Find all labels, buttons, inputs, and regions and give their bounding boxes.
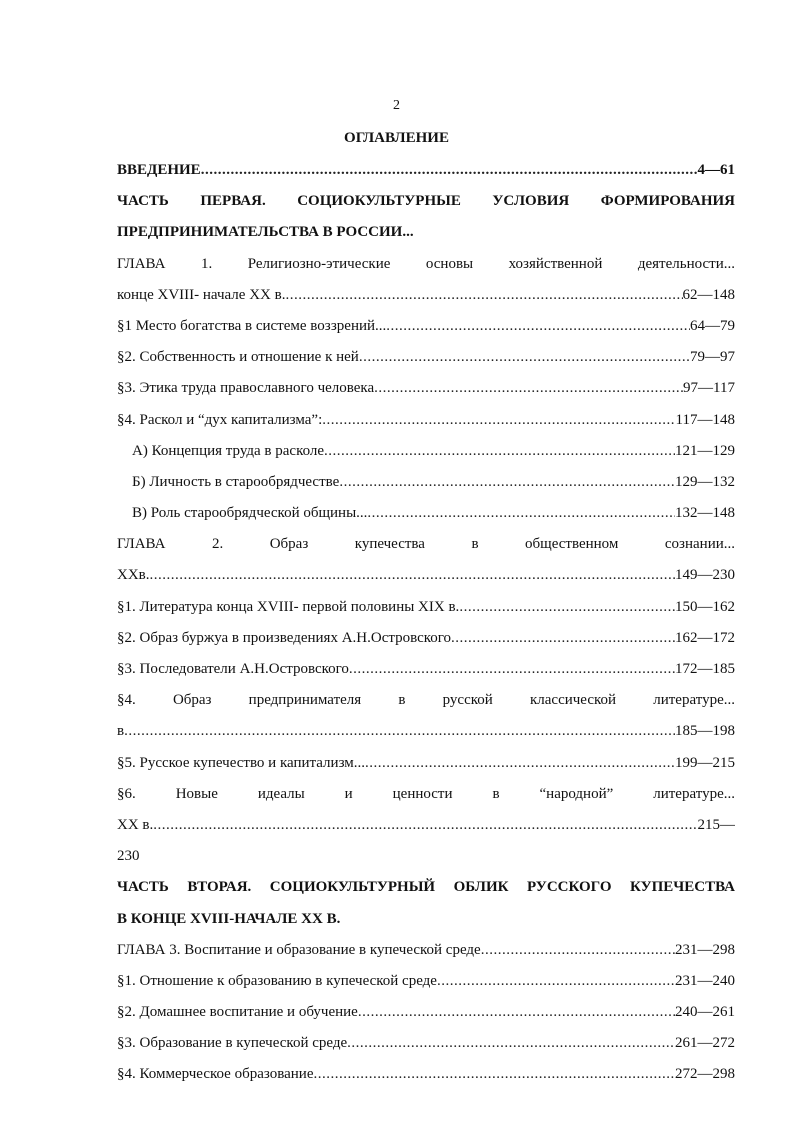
toc-page-range: 272—298 [675, 1066, 735, 1083]
toc-page-range: 62—148 [682, 286, 735, 303]
toc-entry-title: XXв. [117, 567, 150, 584]
toc-entry [117, 935, 735, 966]
toc-entry-line: 230 [117, 848, 140, 865]
toc-entry-title: XX в. [117, 816, 154, 833]
toc-leader-dots [322, 405, 675, 436]
toc-entry-title: §2. Домашнее воспитание и обучение [117, 1004, 358, 1021]
toc-page-range: 149—230 [675, 567, 735, 584]
toc-entry-title: Б) Личность в старообрядчестве [132, 473, 340, 490]
toc-part-heading: В КОНЦЕ XVIII-НАЧАЛЕ XX В. [117, 910, 341, 927]
toc-page-range: 231—298 [675, 941, 735, 958]
toc-page-range: 132—148 [675, 505, 735, 522]
toc-entry-title: §4. Коммерческое образование [117, 1066, 314, 1083]
toc-entry [117, 810, 735, 841]
toc-entry [117, 654, 735, 685]
toc-leader-dots [347, 1028, 675, 1059]
toc-part-heading: ПРЕДПРИНИМАТЕЛЬСТВА В РОССИИ... [117, 224, 414, 241]
toc-page-range: 215— [697, 816, 735, 833]
toc-entry-title: §1 Место богатства в системе воззрений... [117, 317, 387, 334]
toc-page-range: 172—185 [675, 661, 735, 677]
toc-page-range: 4—61 [697, 162, 735, 178]
toc-entry-title: §3. Последователи А.Н.Островского [117, 661, 349, 677]
toc-entry-line: ГЛАВА 2. Образ купечества в общественном сознании... [117, 536, 735, 553]
toc-leader-dots [124, 716, 675, 747]
toc-leader-dots [386, 311, 690, 342]
toc-entry [117, 342, 735, 373]
toc-page-range: 162—172 [675, 629, 735, 646]
toc-leader-dots [201, 155, 698, 186]
toc-page-range: 117—148 [675, 411, 735, 428]
toc-entry-title: §2. Собственность и отношение к ней [117, 349, 359, 366]
toc-leader-dots [153, 810, 697, 841]
toc-entry [117, 405, 735, 436]
toc-entry-title: §3. Этика труда православного человека [117, 380, 375, 397]
toc-entry-title: §1. Литература конца XVIII- первой половины XIX в. [117, 598, 460, 615]
toc-entry [117, 498, 735, 529]
toc-entry-title: в [117, 723, 125, 740]
toc-entry-title: ГЛАВА 3. Воспитание и образование в купеческой среде [117, 941, 481, 958]
toc-entry [117, 1059, 735, 1090]
toc-leader-dots [358, 997, 675, 1028]
toc-entry-title: §2. Образ буржуа в произведениях А.Н.Островского [117, 629, 452, 646]
toc-leader-dots [481, 935, 675, 966]
page-number: 2 [393, 98, 400, 113]
page-title: ОГЛАВЛЕНИЕ [344, 130, 449, 146]
table-of-contents [117, 155, 735, 1091]
toc-part-heading: ЧАСТЬ ВТОРАЯ. СОЦИОКУЛЬТУРНЫЙ ОБЛИК РУССКОГО КУПЕЧЕСТВА [117, 879, 735, 896]
toc-entry [117, 1028, 735, 1059]
toc-entry [117, 311, 735, 342]
toc-entry [117, 623, 735, 654]
toc-entry-line: ГЛАВА 1. Религиозно-этические основы хозяйственной деятельности... [117, 255, 735, 272]
toc-entry-title: конце XVIII- начале XX в. [117, 286, 286, 303]
toc-leader-dots [437, 966, 675, 997]
toc-entry-title: §1. Отношение к образованию в купеческой среде [117, 972, 437, 989]
toc-entry [117, 280, 735, 311]
toc-page-range: 79—97 [690, 349, 735, 366]
toc-entry-title: В) Роль старообрядческой общины... [132, 505, 368, 522]
toc-entry-line: §4. Образ предпринимателя в русской классической литературе... [117, 692, 735, 709]
toc-leader-dots [459, 592, 675, 623]
toc-page-range: 231—240 [675, 972, 735, 989]
toc-leader-dots [365, 748, 675, 779]
toc-entry-title: §5. Русское купечество и капитализм... [117, 754, 366, 771]
toc-entry [117, 155, 735, 186]
toc-entry-title: ВВЕДЕНИЕ [117, 162, 201, 178]
toc-leader-dots [285, 280, 682, 311]
toc-leader-dots [150, 560, 676, 591]
toc-leader-dots [324, 436, 675, 467]
toc-entry-line: §6. Новые идеалы и ценности в “народной” литературе... [117, 785, 735, 802]
toc-page-range: 121—129 [675, 442, 735, 459]
toc-entry [117, 592, 735, 623]
toc-entry-title: §4. Раскол и “дух капитализма”: [117, 411, 323, 428]
toc-entry [117, 966, 735, 997]
toc-entry [117, 997, 735, 1028]
toc-page-range: 185—198 [675, 723, 735, 740]
toc-entry [117, 748, 735, 779]
toc-page-range: 150—162 [675, 598, 735, 615]
toc-part-heading: ЧАСТЬ ПЕРВАЯ. СОЦИОКУЛЬТУРНЫЕ УСЛОВИЯ ФОРМИРОВАНИЯ [117, 193, 735, 210]
toc-page-range: 261—272 [675, 1035, 735, 1052]
toc-leader-dots [451, 623, 675, 654]
toc-entry-title: §3. Образование в купеческой среде [117, 1035, 348, 1052]
toc-leader-dots [359, 342, 690, 373]
toc-entry [117, 716, 735, 747]
toc-leader-dots [349, 654, 675, 685]
toc-entry [117, 560, 735, 591]
toc-page-range: 240—261 [675, 1004, 735, 1021]
toc-page-range: 64—79 [690, 317, 735, 334]
toc-leader-dots [367, 498, 675, 529]
toc-leader-dots [374, 373, 683, 404]
toc-entry [117, 467, 735, 498]
toc-entry [117, 436, 735, 467]
toc-leader-dots [339, 467, 675, 498]
toc-page-range: 129—132 [675, 473, 735, 490]
toc-page-range: 97—117 [683, 380, 735, 397]
toc-entry-title: А) Концепция труда в расколе [132, 442, 325, 459]
toc-page-range: 199—215 [675, 754, 735, 771]
toc-leader-dots [313, 1059, 675, 1090]
toc-entry [117, 373, 735, 404]
